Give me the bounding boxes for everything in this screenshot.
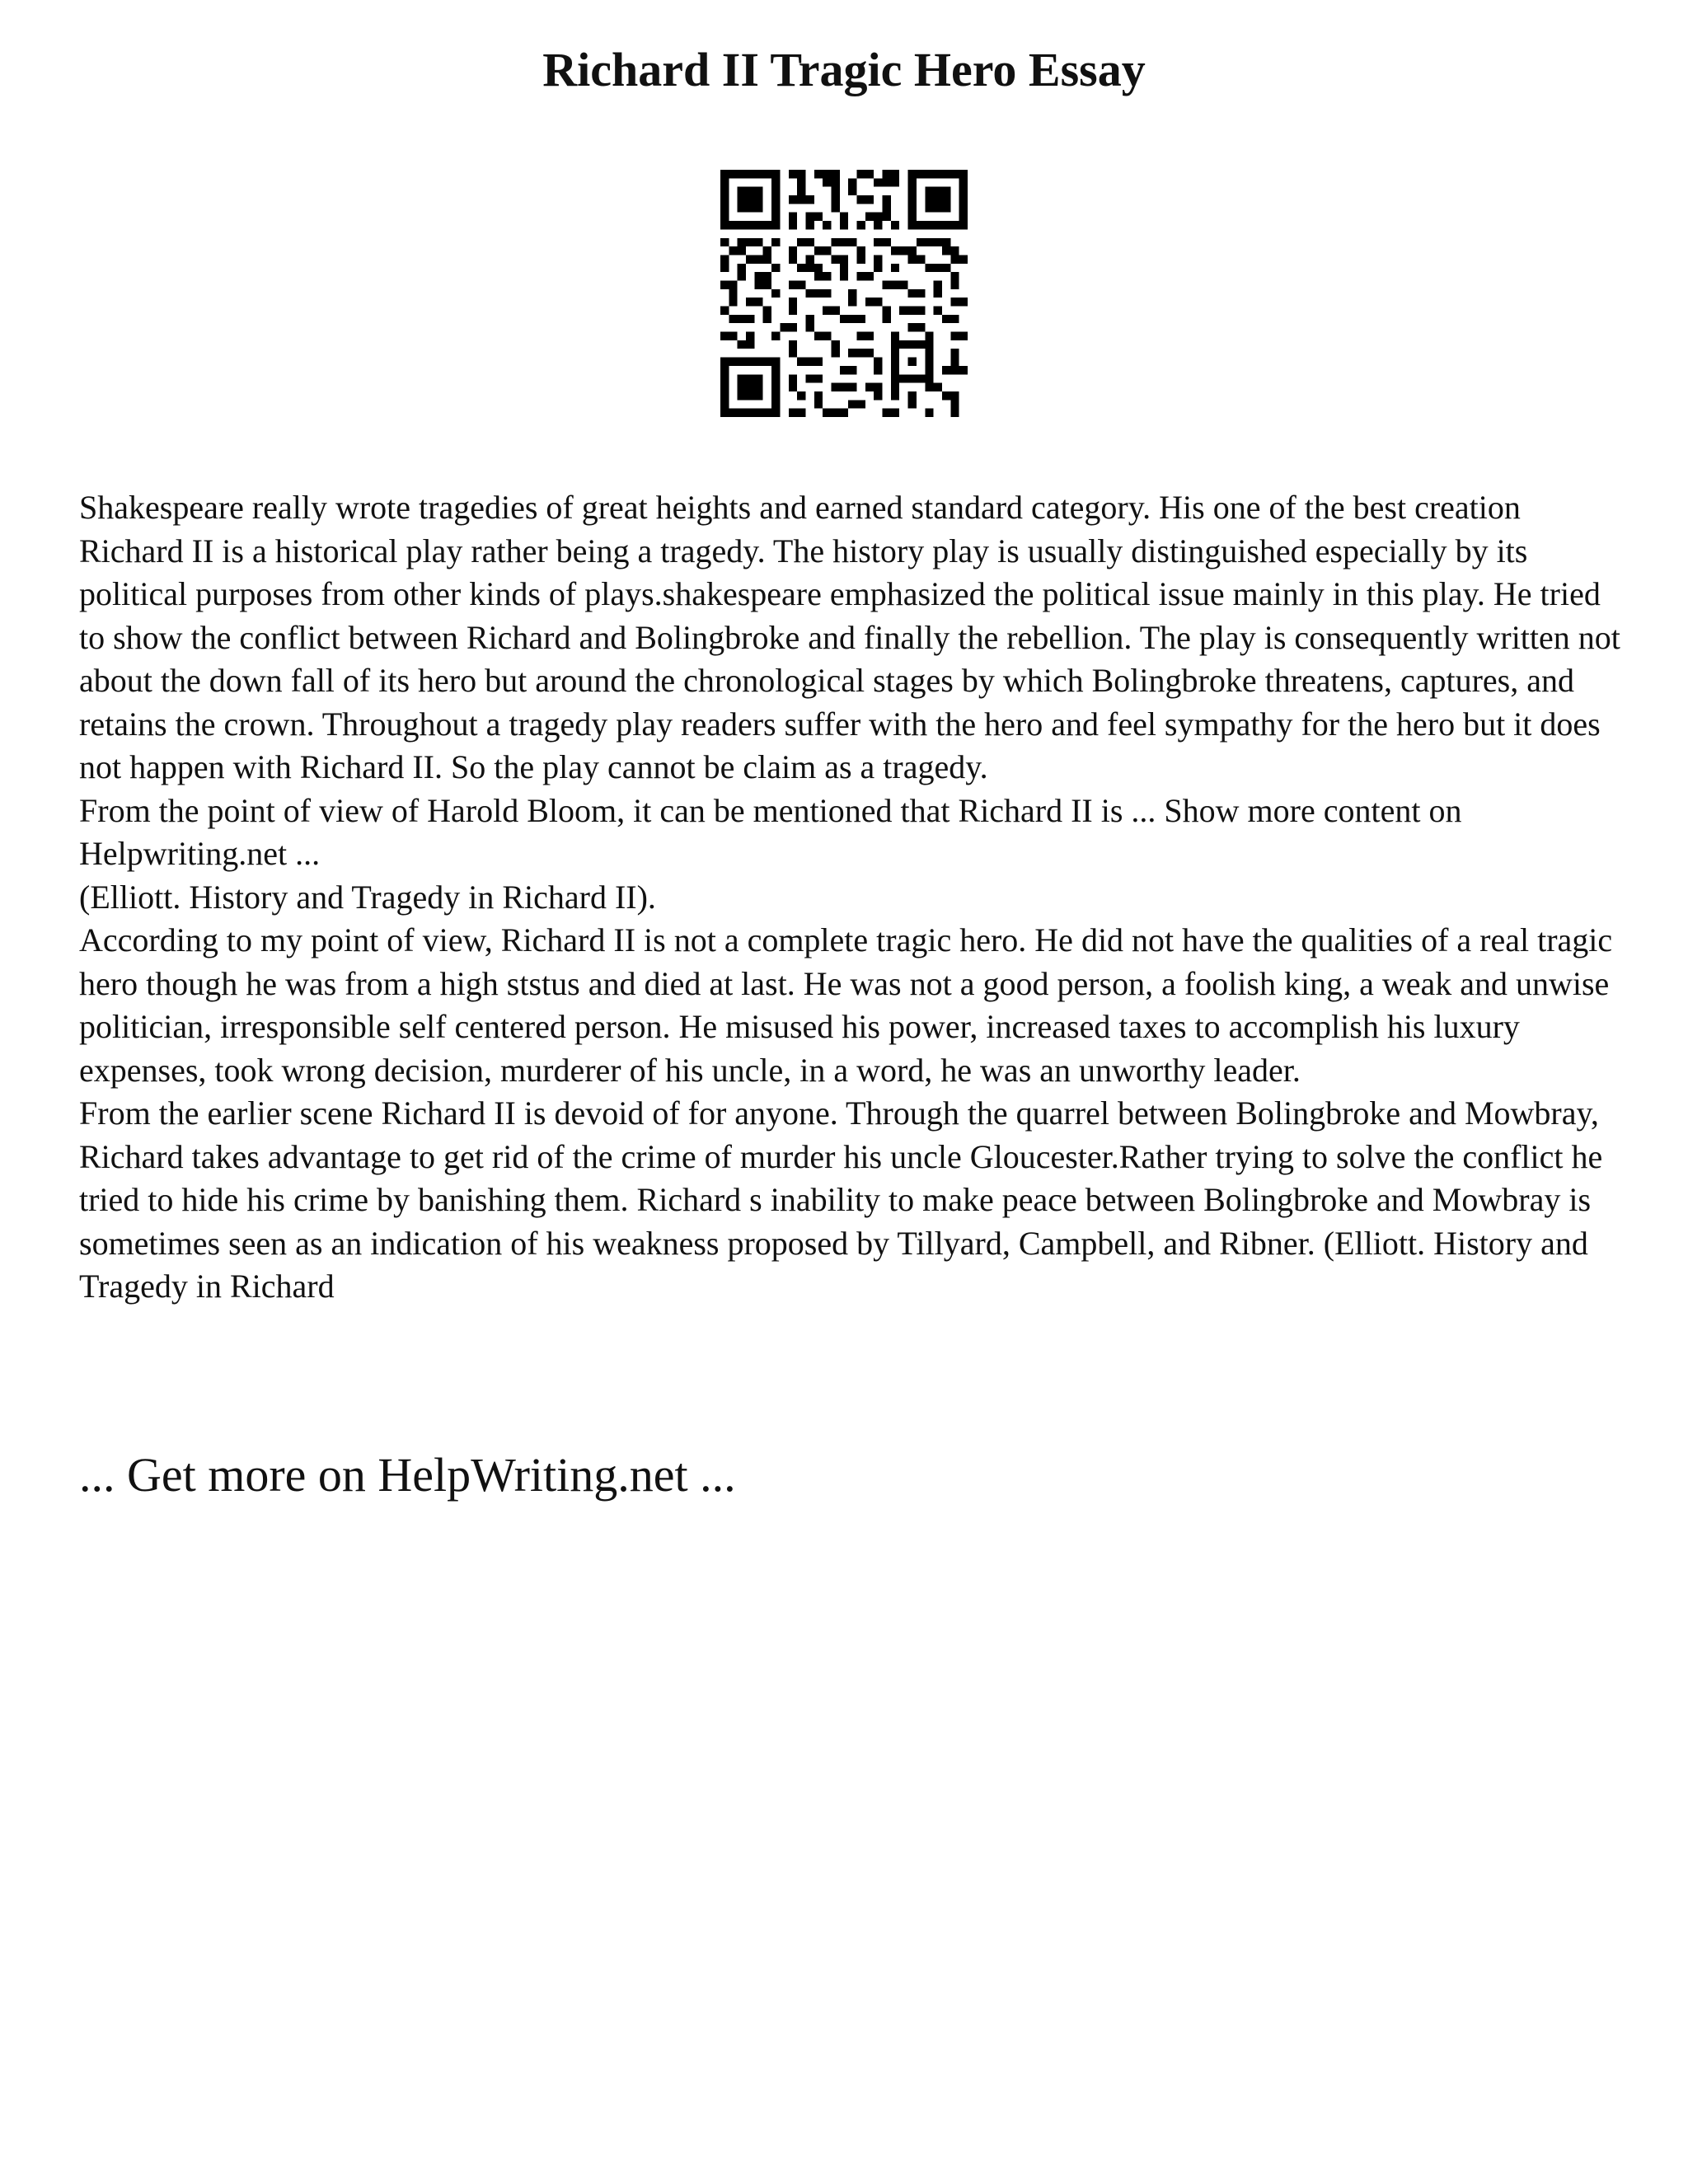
paragraph: (Elliott. History and Tragedy in Richard II).	[79, 878, 656, 916]
essay-body	[79, 486, 1629, 1309]
paragraph: From the point of view of Harold Bloom, it can be mentioned that Richard II is ... Show more content on Helpwriting.net ...	[79, 791, 1462, 872]
paragraph: According to my point of view, Richard II is not a complete tragic hero. He did not have the qualities of a real tragic hero though he was from a high ststus and died at last. He was not a good person, a foolish king, a weak and unwise politician, irresponsible self centered person. He misused his power, increased taxes to accomplish his luxury expenses, took wrong decision, murderer of his uncle, in a word, he was an unworthy leader.	[79, 921, 1613, 1089]
qr-code-icon[interactable]	[720, 170, 968, 417]
paragraph: Shakespeare really wrote tragedies of great heights and earned standard category. His one of the best creation Richard II is a historical play rather being a tragedy. The history play is usually distinguished especially by its political purposes from other kinds of plays.shakespeare emphasized the political issue mainly in this play. He tried to show the conflict between Richard and Bolingbroke and finally the rebellion. The play is consequently written not about the down fall of its hero but around the chronological stages by which Bolingbroke threatens, captures, and retains the crown. Throughout a tragedy play readers suffer with the hero and feel sympathy for the hero but it does not happen with Richard II. So the play cannot be claim as a tragedy.	[79, 489, 1620, 785]
paragraph: From the earlier scene Richard II is devoid of for anyone. Through the quarrel between Bolingbroke and Mowbray, Richard takes advantage to get rid of the crime of murder his uncle Gloucester.Rather trying to solve the conflict he tried to hide his crime by banishing them. Richard s inability to make peace between Bolingbroke and Mowbray is sometimes seen as an indication of his weakness proposed by Tillyard, Campbell, and Ribner. (Elliott. History and Tragedy in Richard	[79, 1094, 1603, 1305]
page-title: Richard II Tragic Hero Essay	[542, 43, 1146, 96]
get-more-link[interactable]: ... Get more on HelpWriting.net ...	[79, 1448, 736, 1502]
